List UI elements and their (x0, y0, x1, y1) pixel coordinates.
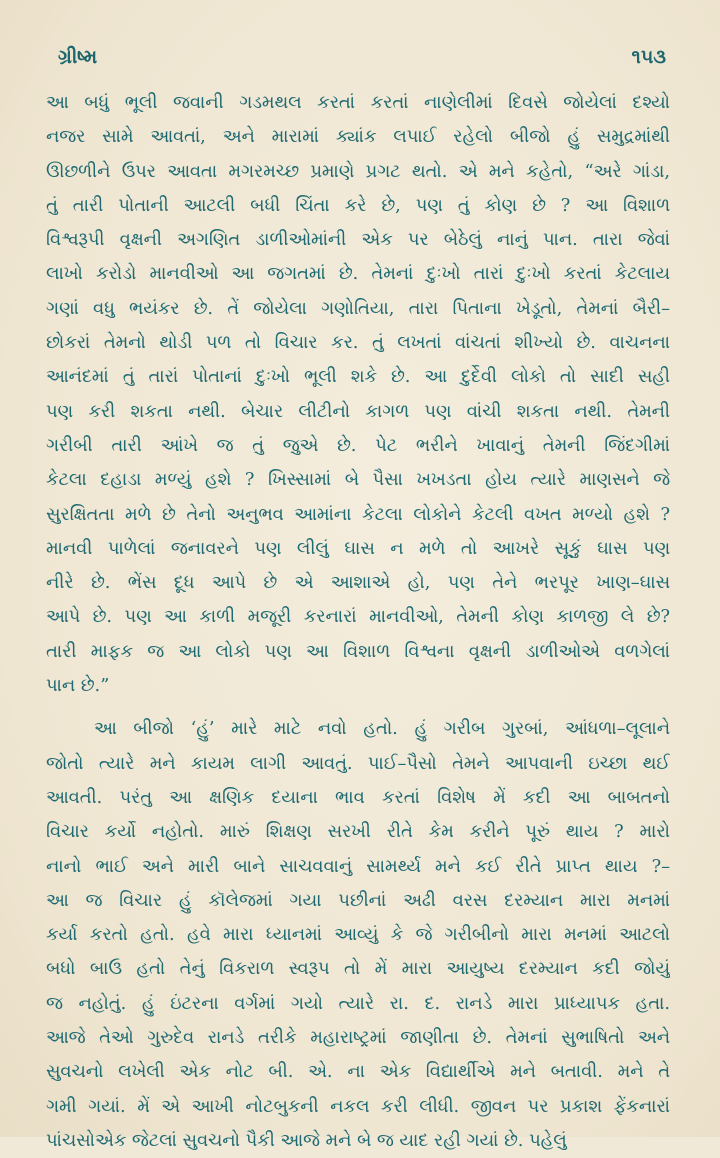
text-line: આજે તેઓ ગુરુદેવ રાનડે તરીકે મહારાષ્ટ્રમાં જાણીતા છે. તેમનાં સુભાષિતો અને (46, 1027, 670, 1049)
text-line: ગરીબી તારી આંખે જ તું જુએ છે. પેટ ભરીને ખાવાનું તેમની જિંદગીમાં (46, 434, 670, 456)
text-line: વિચાર કર્યો નહોતો. મારું શિક્ષણ સરખી રીતે કેમ કરીને પૂરું થાય ? મારો (46, 821, 670, 843)
text-line: આનંદમાં તું તારાં પોતાનાં દુઃખો ભૂલી શકે છે. આ દુર્દેવી લોકો તો સાદી સહી (46, 366, 670, 388)
text-line: આ બીજો ‘હું’ મારે માટે નવો હતો. હું ગરીબ ગુરબાં, આંધળા–લૂલાને (94, 718, 670, 740)
page-header (46, 46, 670, 86)
text-line: ઊછળીને ઉપર આવતા મગરમચ્છ પ્રમાણે પ્રગટ થતો. એ મને કહેતો, “અરે ગાંડા, (46, 160, 670, 182)
text-line: તું તારી પોતાની આટલી બધી ચિંતા કરે છે, પણ તું કોણ છે ? આ વિશાળ (46, 194, 670, 216)
text-line: આપે છે. પણ આ કાળી મજૂરી કરનારાં માનવીઓ, તેમની કોણ કાળજી લે છે? (46, 606, 670, 628)
text-line: પાંચસોએક જેટલાં સુવચનો પૈકી આજે મને બે જ યાદ રહી ગયાં છે. પહેલું (46, 1129, 567, 1151)
text-line: કર્યા કરતો હતો. હવે મારા ધ્યાનમાં આવ્યું કે જે ગરીબીનો મારા મનમાં આટલો (46, 924, 670, 946)
text-line: સુવચનો લખેલી એક નોટ બી. એ. ના એક વિદ્યાર્થીએ મને બતાવી. મને તે (46, 1061, 670, 1083)
text-line: જ નહોતું. હું ઇંટરના વર્ગમાં ગયો ત્યારે રા. દ. રાનડે મારા પ્રાધ્યાપક હતા. (46, 992, 670, 1014)
text-line: ગમી ગયાં. મેં એ આખી નોટબુકની નકલ કરી લીધી. જીવન પર પ્રકાશ ફેંકનારાં (46, 1095, 670, 1117)
text-line: છોકરાં તેમનો થોડી પળ તો વિચાર કર. તું લખતાં વાંચતાં શીખ્યો છે. વાચનના (46, 332, 670, 354)
text-line: લાખો કરોડો માનવીઓ આ જગતમાં છે. તેમનાં દુઃખો તારાં દુઃખો કરતાં કેટલાય (46, 263, 670, 285)
text-line: વિશ્વરૂપી વૃક્ષની અગણિત ડાળીઓમાંની એક પર બેઠેલું નાનું પાન. તારા જેવાં (46, 229, 670, 251)
text-line: પણ કરી શકતા નથી. બેચાર લીટીનો કાગળ પણ વાંચી શકતા નથી. તેમની (46, 400, 670, 422)
text-line: તારી માફક જ આ લોકો પણ આ વિશાળ વિશ્વના વૃક્ષની ડાળીઓએ વળગેલાં (46, 640, 670, 662)
text-line: આ જ વિચાર હું કૉલેજમાં ગયા પછીનાં અઢી વરસ દરમ્યાન મારા મનમાં (46, 889, 670, 911)
page-number: ૧૫૩ (631, 46, 666, 68)
text-line: સુરક્ષિતતા મળે છે તેનો અનુભવ આમાંના કેટલા લોકોને કેટલી વખત મળ્યો હશે ? (46, 503, 670, 525)
paragraph (46, 86, 670, 703)
running-head: ગ્રીષ્મ (58, 46, 98, 68)
paragraph (46, 712, 670, 1158)
text-line: પાન છે.” (46, 675, 110, 697)
text-line: નીરે છે. ભેંસ દૂધ આપે છે એ આશાએ હો, પણ તેને ભરપૂર ખાણ–ઘાસ (46, 572, 670, 594)
text-line: જોતો ત્યારે મને કાયમ લાગી આવતું. પાઈ–પૈસો તેમને આપવાની ઇચ્છા થઈ (46, 752, 670, 774)
text-line: કેટલા દહાડા મળ્યું હશે ? ખિસ્સામાં બે પૈસા ખખડતા હોય ત્યારે માણસને જે (46, 469, 670, 491)
text-line: માનવી પાળેલાં જનાવરને પણ લીલું ઘાસ ન મળે તો આખરે સૂકું ઘાસ પણ (46, 537, 670, 559)
text-line: ગણાં વધુ ભયંકર છે. તેં જોયેલા ગણોતિયા, તારા પિતાના ખેડૂતો, તેમનાં બૈરી– (46, 297, 670, 319)
body-text (46, 86, 670, 1158)
text-line: નજર સામે આવતાં, અને મારામાં ક્યાંક લપાઈ રહેલો બીજો હું સમુદ્રમાંથી (46, 126, 670, 148)
text-line: નાનો ભાઈ અને મારી બાને સાચવવાનું સામર્થ્ય મને કઈ રીતે પ્રાપ્ત થાય ?– (46, 855, 670, 877)
text-line: આવતી. પરંતુ આ ક્ષણિક દયાના ભાવ કરતાં વિશેષ મેં કદી આ બાબતનો (46, 786, 670, 808)
text-line: બધો બાઉ હતો તેનું વિકરાળ સ્વરૂપ તો મેં મારા આયુષ્ય દરમ્યાન કદી જોયું (46, 958, 670, 980)
text-line: આ બધું ભૂલી જવાની ગડમથલ કરતાં કરતાં નાણેલીમાં દિવસે જોયેલાં દશ્યો (46, 92, 670, 113)
